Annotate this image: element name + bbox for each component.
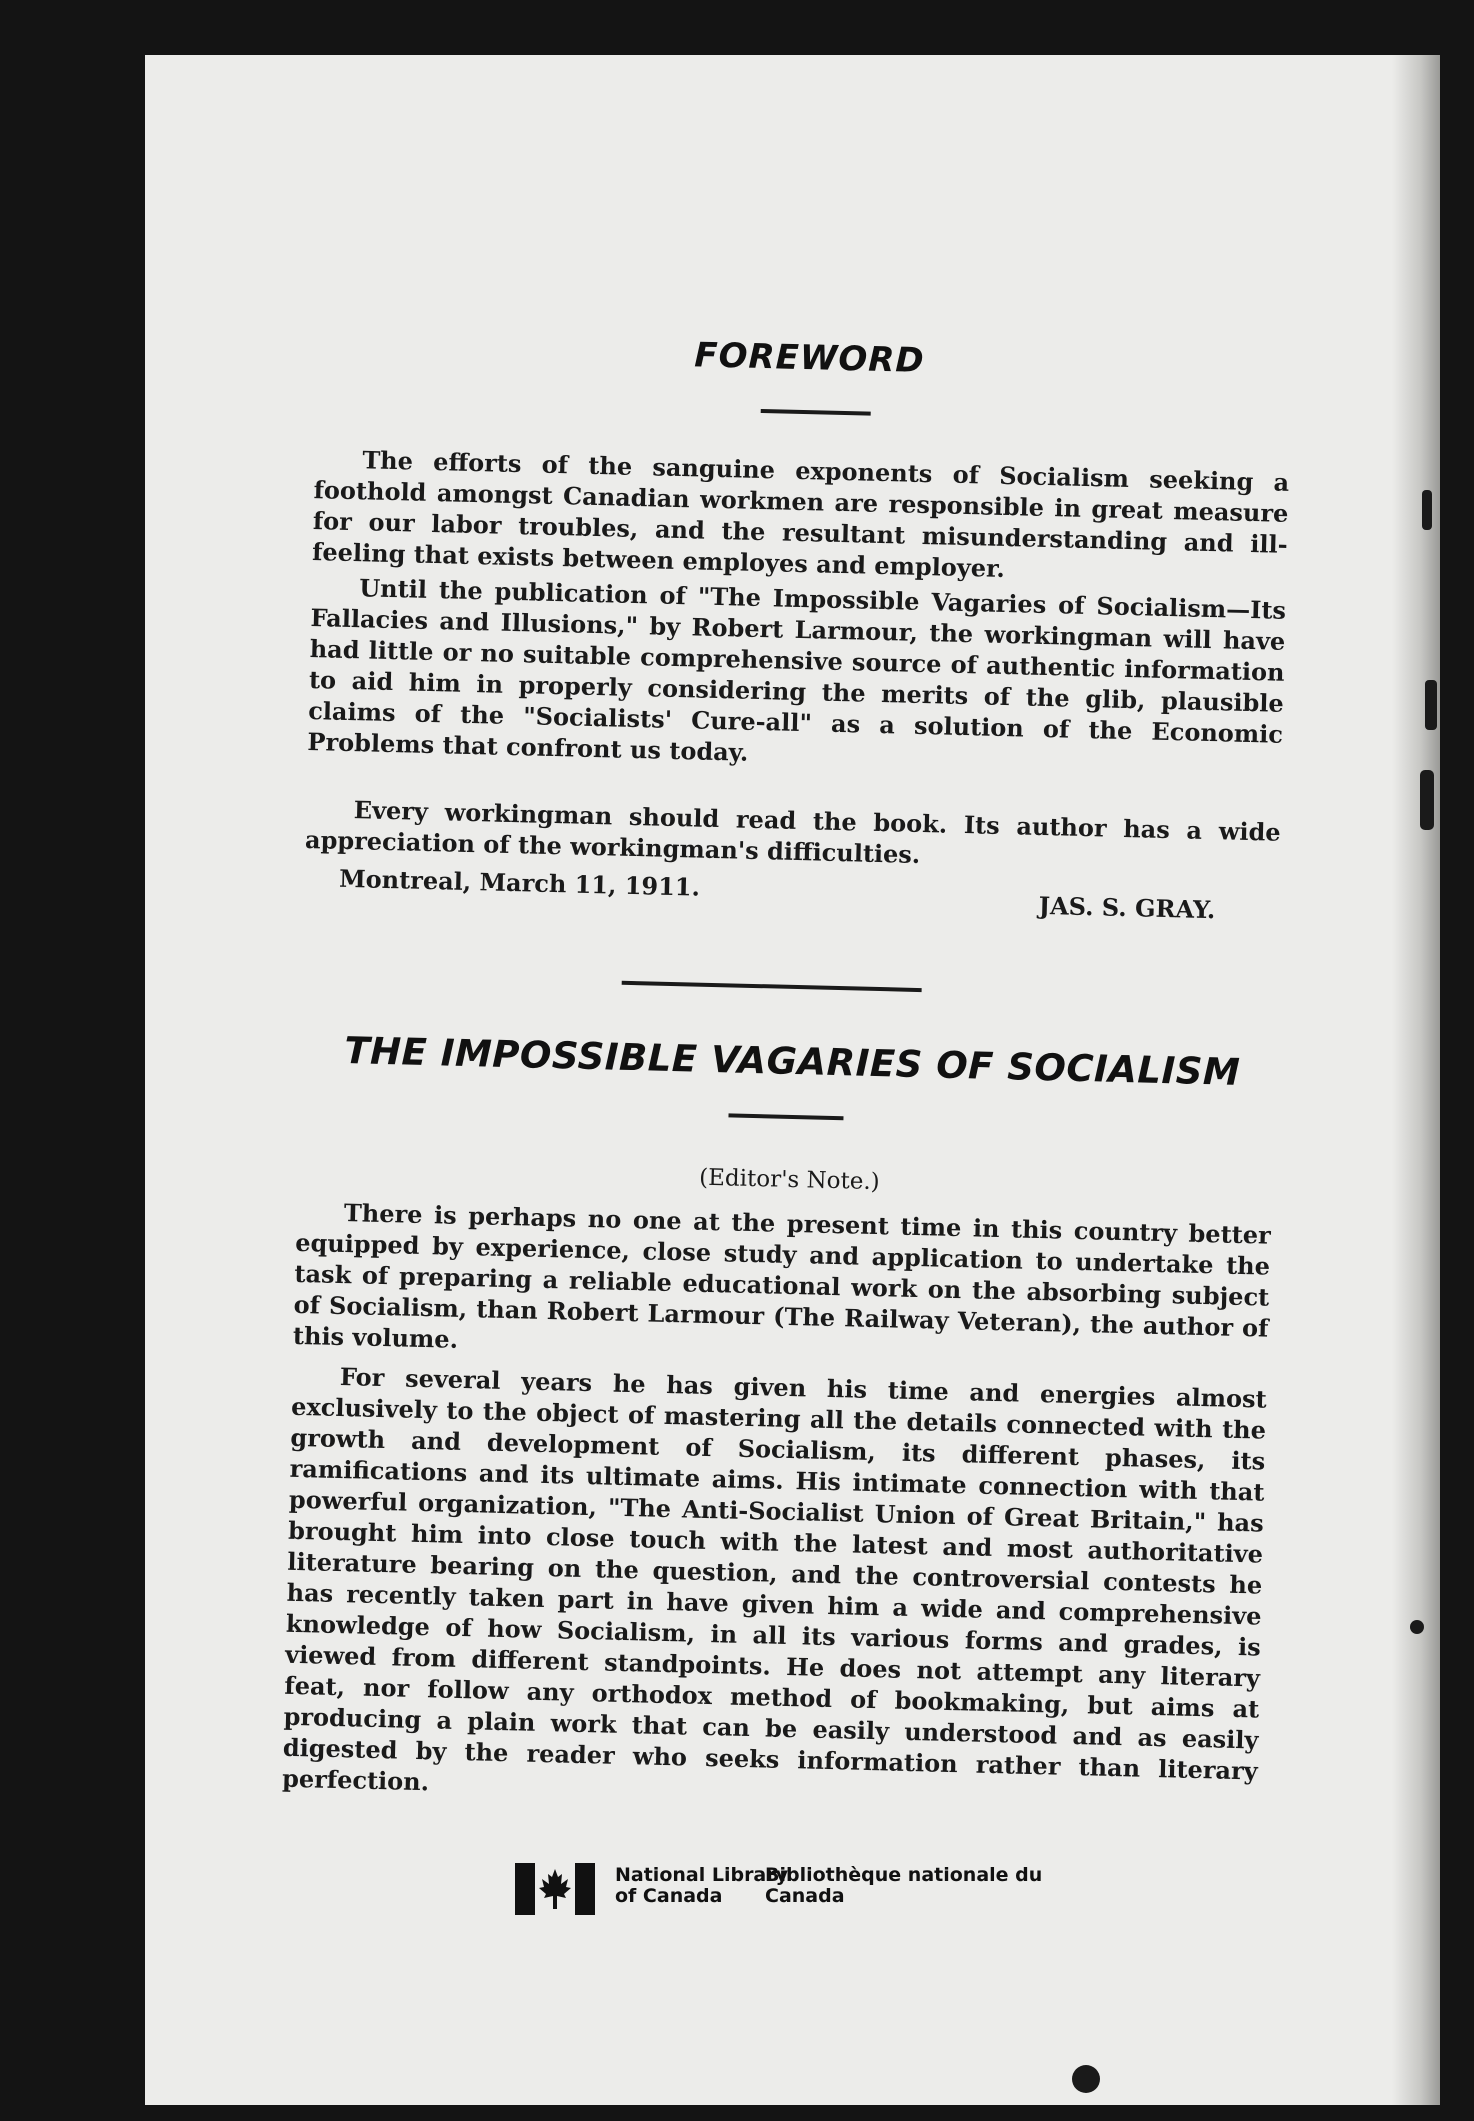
section-divider-rule	[622, 981, 922, 992]
foreword-place-date: Montreal, March 11, 1911.	[338, 863, 701, 902]
article-title-rule	[728, 1113, 843, 1120]
foreword-title: FOREWORD	[693, 335, 926, 381]
scan-speck	[1410, 1620, 1424, 1634]
library-logo-block	[515, 1863, 1075, 1923]
article-paragraph-2: For several years he has given his time and energies almost exclusively to the object of mastering all the details connected with the growth and development of Socialism, its different phases, its ramifications and its ultimate aims. His intimate connection with that powerful organization, "The Anti-Socialist Union of Great Britain," has brought him into close touch with the latest and most authoritative literature bearing on the question, and the controversial contests he has recently taken part in have given him a wide and comprehensive knowledge of how Socialism, in all its various forms and grades, is viewed from different standpoints. He does not attempt any literary feat, nor follow any orthodox method of bookmaking, but aims at producing a plain work that can be easily understood and as easily digested by the reader who seeks information rather than literary perfection.	[281, 1361, 1268, 1797]
foreword-paragraph-2: Until the publication of "The Impossible Vagaries of Socialism—Its Fallacies and Illusions," by Robert Larmour, the workingman will have had little or no suitable comprehensive source of authentic information to aid him in properly considering the merits of the glib, plausible claims of the "Socialists' Cure-all" as a solution of the Economic Problems that confront us today.	[307, 573, 1287, 767]
foreword-paragraph-3: Every workingman should read the book. Its author has a wide appreciation of the workingman's difficulties.	[304, 795, 1281, 869]
library-name-french: Bibliothèque nationale du Canada	[765, 1864, 1043, 1907]
canada-flag-icon	[515, 1863, 595, 1915]
foreword-signature: JAS. S. GRAY.	[1038, 890, 1216, 925]
foreword-title-rule	[761, 409, 871, 416]
scan-speck	[1420, 770, 1434, 830]
page-content	[145, 55, 1440, 2105]
foreword-paragraph-1: The efforts of the sanguine exponents of Socialism seeking a foothold amongst Canadian workmen are responsible in great measure for our labor troubles, and the resultant misunderstanding and ill-feeling that exists between employes and employer.	[311, 445, 1290, 583]
editor-note: (Editor's Note.)	[698, 1164, 880, 1196]
scan-speck	[1425, 680, 1437, 730]
scan-speck	[1072, 2065, 1100, 2093]
article-title: THE IMPOSSIBLE VAGARIES OF SOCIALISM	[343, 1028, 1241, 1094]
article-paragraph-1: There is perhaps no one at the present time in this country better equipped by experience, close study and application to undertake the task of preparing a reliable educational work on the absorbing subject of Socialism, than Robert Larmour (The Railway Veteran), the author of this volume.	[292, 1198, 1272, 1354]
library-name-english: National Library of Canada	[615, 1864, 789, 1907]
scanned-page	[145, 55, 1440, 2105]
scan-speck	[1422, 490, 1432, 530]
